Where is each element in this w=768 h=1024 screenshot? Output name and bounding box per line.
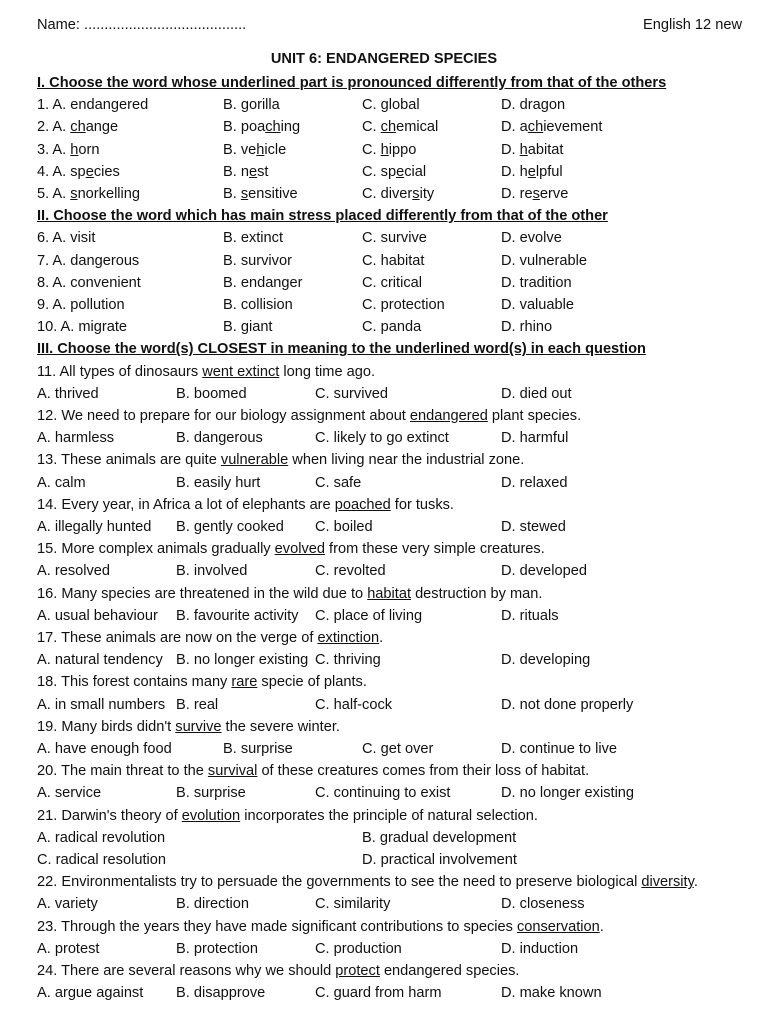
option-text: D. not done properly	[501, 696, 634, 713]
option-text: lobal	[388, 97, 420, 114]
question-stem	[37, 917, 744, 937]
underlined-sound: h	[380, 141, 389, 158]
option-text: C. similarity	[315, 896, 391, 913]
answer-option	[223, 739, 293, 759]
answer-option	[362, 162, 426, 182]
answer-option	[37, 473, 86, 493]
stem-text: from these very simple creatures.	[324, 541, 545, 558]
option-text: cial	[404, 163, 427, 180]
answer-option	[315, 384, 388, 404]
option-text: emical	[396, 119, 439, 136]
answer-option	[501, 739, 617, 759]
underlined-phrase: evolved	[274, 541, 325, 558]
option-text: C. habitat	[362, 252, 425, 269]
unit-title: UNIT 6: ENDANGERED SPECIES	[270, 51, 498, 67]
option-text: D. evolve	[501, 230, 562, 247]
answer-option	[315, 695, 392, 715]
option-text: erve	[539, 186, 569, 202]
option-text: B. survivor	[223, 252, 292, 269]
option-text: A. in small numbers	[37, 696, 166, 713]
option-text: ing	[280, 119, 301, 136]
answer-option	[315, 428, 449, 448]
stem-text: 23. Through the years they have made significant contributions to species	[37, 918, 517, 935]
option-text: D. induction	[501, 940, 579, 957]
answer-option	[501, 894, 585, 914]
underlined-sound: h	[256, 141, 265, 158]
option-text: A. service	[37, 785, 102, 802]
answer-option	[223, 162, 268, 182]
answer-option	[37, 850, 166, 870]
underlined-phrase: poached	[334, 496, 391, 513]
option-text: 10. A. migrate	[37, 319, 128, 336]
underlined-sound: s	[240, 186, 249, 202]
question-stem	[37, 717, 744, 737]
stem-text: 16. Many species are threatened in the wild due to	[37, 585, 368, 602]
answer-option	[362, 739, 433, 759]
answer-option	[176, 695, 218, 715]
option-text: 4. A. sp	[37, 163, 86, 180]
answer-option	[501, 95, 565, 115]
underlined-phrase: survival	[207, 763, 258, 780]
answer-option	[362, 828, 516, 848]
answer-option	[223, 140, 286, 160]
answer-option	[176, 983, 265, 1003]
answer-option	[315, 517, 373, 537]
answer-option	[501, 983, 602, 1003]
option-text: D. rhino	[501, 319, 553, 336]
underlined-sound: ch	[380, 119, 397, 136]
question-stem	[37, 806, 744, 826]
answer-option	[501, 162, 563, 182]
stem-text: destruction by man.	[411, 585, 543, 602]
option-text: C. survive	[362, 230, 427, 247]
answer-option	[315, 561, 386, 581]
answer-option	[362, 117, 438, 137]
answer-option	[362, 228, 427, 248]
stem-text: 13. These animals are quite	[37, 452, 221, 469]
answer-option	[315, 983, 442, 1003]
option-text: B.	[223, 97, 241, 114]
underlined-sound: s	[70, 186, 78, 202]
answer-option	[315, 939, 402, 959]
option-text: B. no longer existing	[176, 652, 309, 669]
stem-text: 17. These animals are now on the verge of	[37, 630, 318, 646]
option-text: D. harmful	[501, 430, 569, 447]
answer-option	[223, 184, 298, 204]
option-text: B. favourite activity	[176, 607, 299, 624]
option-text: C. thriving	[315, 652, 381, 669]
answer-option	[223, 273, 303, 293]
option-text: D. a	[501, 119, 528, 136]
answer-option	[176, 517, 284, 537]
answer-option	[176, 939, 258, 959]
stem-text: endangered species.	[379, 963, 520, 979]
answer-option	[37, 517, 151, 537]
stem-text: 18. This forest contains many	[37, 674, 232, 691]
option-text: A. illegally hunted	[37, 519, 152, 535]
option-text: C. survived	[315, 385, 388, 402]
option-text: C. safe	[315, 474, 362, 491]
option-text: A. argue against	[37, 985, 144, 1002]
option-text: A. usual behaviour	[37, 607, 158, 624]
option-text: B. n	[223, 163, 249, 180]
option-text: abitat	[527, 141, 564, 158]
option-text: B. disapprove	[176, 985, 266, 1002]
stem-text: plant species.	[487, 408, 582, 424]
option-text: D. tradition	[501, 274, 572, 291]
answer-option	[501, 939, 578, 959]
option-text: 8. A. convenient	[37, 274, 141, 291]
answer-option	[37, 384, 99, 404]
option-text: D. h	[501, 163, 528, 180]
option-text: D. continue to live	[501, 741, 618, 757]
option-text: 9. A. pollution	[37, 297, 125, 313]
underlined-phrase: went extinct	[202, 363, 280, 380]
underlined-sound: s	[532, 186, 540, 202]
option-text: 7. A. dangerous	[37, 252, 140, 269]
option-text: C. guard from harm	[315, 985, 442, 1002]
underlined-sound: ch	[70, 119, 86, 136]
question-stem	[37, 584, 744, 604]
answer-option	[223, 317, 273, 337]
answer-option	[37, 273, 141, 293]
answer-option	[362, 273, 422, 293]
underlined-sound: h	[70, 141, 79, 158]
answer-option	[315, 650, 381, 670]
option-text: B. endanger	[223, 274, 303, 291]
answer-option	[37, 695, 165, 715]
option-text: A. radical revolution	[37, 829, 166, 846]
underlined-sound: e	[396, 163, 405, 180]
answer-option	[501, 228, 562, 248]
option-text: on	[548, 97, 566, 114]
option-text: 5. A.	[37, 186, 71, 202]
option-text: D. dra	[501, 97, 541, 114]
stem-text: .	[599, 918, 604, 935]
option-text: D. died out	[501, 385, 572, 402]
option-text: ievement	[543, 119, 603, 136]
section-heading-text: I. Choose the word whose underlined part is pronounced differently from that of the others	[37, 75, 667, 91]
answer-option	[501, 140, 563, 160]
underlined-sound: g	[110, 97, 119, 114]
option-text: B. giant	[223, 319, 273, 336]
answer-option	[223, 117, 300, 137]
stem-text: when living near the industrial zone.	[288, 452, 525, 469]
option-text: ered	[118, 97, 149, 114]
answer-option	[501, 606, 559, 626]
section-heading-2	[37, 206, 744, 226]
answer-option	[315, 473, 361, 493]
answer-option	[362, 295, 445, 315]
answer-option	[501, 561, 587, 581]
underlined-phrase: habitat	[367, 585, 412, 602]
option-text: D. rituals	[501, 607, 559, 624]
name-field-label: Name: ........................................	[37, 17, 247, 33]
stem-text: incorporates the principle of natural selection.	[240, 807, 538, 824]
underlined-sound: e	[85, 163, 94, 180]
answer-option	[223, 228, 283, 248]
answer-option	[37, 561, 110, 581]
answer-option	[37, 428, 114, 448]
underlined-phrase: conservation	[516, 918, 600, 935]
option-text: D. make known	[501, 985, 602, 1002]
stem-text: 24. There are several reasons why we should	[37, 963, 336, 979]
answer-option	[501, 184, 568, 204]
answer-option	[37, 317, 127, 337]
answer-option	[37, 95, 148, 115]
stem-text: 22. Environmentalists try to persuade the governments to see the need to preserve biological	[37, 874, 642, 891]
answer-option	[37, 783, 101, 803]
answer-option	[176, 650, 308, 670]
question-stem	[37, 362, 744, 382]
option-text: D. developing	[501, 652, 591, 669]
option-text: B. protection	[176, 940, 258, 957]
answer-option	[37, 606, 158, 626]
option-text: lpful	[535, 163, 563, 180]
option-text: ippo	[388, 141, 417, 158]
option-text: 1. A. endan	[37, 97, 111, 114]
answer-option	[501, 251, 587, 271]
section-heading-text: II. Choose the word which has main stress placed differently from that of the other	[37, 208, 608, 225]
answer-option	[37, 894, 98, 914]
answer-option	[501, 117, 602, 137]
stem-text: long time ago.	[279, 363, 376, 380]
option-text: C. critical	[362, 274, 422, 291]
stem-text: .	[693, 874, 698, 891]
option-text: C. get over	[362, 741, 434, 757]
option-text: B. dangerous	[176, 430, 263, 447]
answer-option	[362, 95, 420, 115]
underlined-sound: g	[240, 97, 249, 114]
answer-option	[362, 251, 424, 271]
option-text: C. protection	[362, 297, 445, 313]
answer-option	[501, 273, 572, 293]
option-text: C. production	[315, 940, 402, 957]
question-stem	[37, 872, 744, 892]
underlined-phrase: protect	[335, 963, 380, 979]
option-text: B. involved	[176, 563, 248, 580]
question-stem	[37, 450, 744, 470]
option-text: D. valuable	[501, 297, 575, 313]
option-text: D. closeness	[501, 896, 585, 913]
option-text: B. easily hurt	[176, 474, 261, 491]
option-text: C. half-cock	[315, 696, 393, 713]
section-heading-1	[37, 73, 744, 93]
question-stem	[37, 961, 744, 981]
option-text: D. no longer existing	[501, 785, 635, 802]
answer-option	[501, 695, 633, 715]
answer-option	[37, 162, 120, 182]
answer-option	[176, 783, 246, 803]
option-text: C. panda	[362, 319, 422, 336]
underlined-sound: g	[380, 97, 389, 114]
answer-option	[315, 606, 422, 626]
option-text: D. vulnerable	[501, 252, 587, 269]
answer-option	[501, 473, 568, 493]
option-text: C. sp	[362, 163, 397, 180]
option-text: A. resolved	[37, 563, 111, 580]
underlined-phrase: evolution	[181, 807, 241, 824]
answer-option	[223, 251, 292, 271]
option-text: ensitive	[248, 186, 298, 202]
answer-option	[176, 473, 260, 493]
option-text: 6. A. visit	[37, 230, 96, 247]
option-text: D. stewed	[501, 519, 566, 535]
option-text: C. likely to go extinct	[315, 430, 449, 447]
option-text: C. continuing to exist	[315, 785, 451, 802]
option-text: B. ve	[223, 141, 257, 158]
option-text: A. thrived	[37, 385, 99, 402]
option-text: A. calm	[37, 474, 86, 491]
option-text: D. relaxed	[501, 474, 568, 491]
stem-text: 15. More complex animals gradually	[37, 541, 275, 558]
stem-text: .	[379, 630, 384, 646]
section-heading-3	[37, 339, 744, 359]
underlined-sound: e	[527, 163, 536, 180]
stem-text: the severe winter.	[221, 718, 340, 735]
answer-option	[362, 184, 434, 204]
option-text: C. radical resolution	[37, 852, 166, 868]
stem-text: 12. We need to prepare for our biology assignment about	[37, 408, 410, 424]
answer-option	[315, 894, 390, 914]
underlined-phrase: survive	[175, 718, 222, 735]
option-text: B. boomed	[176, 385, 247, 402]
answer-option	[501, 783, 634, 803]
answer-option	[362, 140, 416, 160]
stem-text: of these creatures comes from their loss of habitat.	[257, 763, 590, 780]
underlined-phrase: vulnerable	[220, 452, 289, 469]
option-text: ange	[85, 119, 119, 136]
underlined-sound: e	[248, 163, 258, 180]
underlined-sound: ch	[265, 119, 281, 136]
answer-option	[362, 850, 517, 870]
answer-option	[37, 650, 163, 670]
option-text: C. revolted	[315, 563, 386, 580]
answer-option	[501, 650, 590, 670]
answer-option	[176, 606, 298, 626]
answer-option	[315, 783, 450, 803]
answer-option	[176, 384, 247, 404]
option-text: C. place of living	[315, 607, 423, 624]
answer-option	[501, 517, 566, 537]
stem-text: 20. The main threat to the	[37, 763, 208, 780]
answer-option	[37, 739, 172, 759]
course-label: English 12 new	[643, 17, 742, 33]
option-text: B.	[223, 186, 241, 202]
answer-option	[501, 295, 574, 315]
option-text: orn	[78, 141, 100, 158]
option-text: st	[257, 163, 269, 180]
option-text: C. boiled	[315, 519, 373, 535]
answer-option	[37, 251, 139, 271]
option-text: norkelling	[77, 186, 141, 202]
option-text: B. real	[176, 696, 219, 713]
option-text: B. poa	[223, 119, 266, 136]
answer-option	[37, 140, 99, 160]
option-text: B. extinct	[223, 230, 284, 247]
option-text: cies	[93, 163, 120, 180]
underlined-phrase: endangered	[409, 408, 488, 424]
underlined-sound: s	[412, 186, 420, 202]
option-text: C.	[362, 141, 381, 158]
underlined-phrase: extinction	[317, 630, 380, 646]
answer-option	[37, 295, 125, 315]
option-text: B. surprise	[176, 785, 246, 802]
option-text: B. gently cooked	[176, 519, 284, 535]
answer-option	[37, 117, 118, 137]
option-text: 2. A.	[37, 119, 71, 136]
option-text: C. diver	[362, 186, 413, 202]
option-text: icle	[264, 141, 287, 158]
answer-option	[501, 384, 572, 404]
answer-option	[37, 184, 140, 204]
answer-option	[223, 295, 293, 315]
question-stem	[37, 495, 744, 515]
answer-option	[362, 317, 421, 337]
option-text: B. gradual development	[362, 829, 517, 846]
option-text: A. natural tendency	[37, 652, 163, 669]
stem-text: 19. Many birds didn't	[37, 718, 176, 735]
option-text: A. have enough food	[37, 741, 172, 757]
underlined-phrase: diversity	[641, 874, 694, 891]
stem-text: 11. All types of dinosaurs	[37, 363, 203, 380]
option-text: B. collision	[223, 297, 293, 313]
option-text: B. surprise	[223, 741, 293, 757]
option-text: A. protest	[37, 940, 100, 957]
answer-option	[176, 894, 249, 914]
option-text: D. re	[501, 186, 533, 202]
option-text: orilla	[248, 97, 280, 114]
underlined-sound: h	[519, 141, 528, 158]
option-text: ity	[419, 186, 435, 202]
answer-option	[176, 428, 263, 448]
answer-option	[223, 95, 280, 115]
underlined-sound: g	[540, 97, 549, 114]
stem-text: for tusks.	[390, 496, 454, 513]
question-stem	[37, 672, 744, 692]
answer-option	[37, 228, 95, 248]
underlined-sound: ch	[527, 119, 544, 136]
underlined-phrase: rare	[231, 674, 258, 691]
option-text: B. direction	[176, 896, 250, 913]
stem-text: 14. Every year, in Africa a lot of elephants are	[37, 496, 335, 513]
answer-option	[501, 317, 552, 337]
stem-text: specie of plants.	[257, 674, 367, 691]
stem-text: 21. Darwin's theory of	[37, 807, 182, 824]
answer-option	[37, 983, 143, 1003]
option-text: C.	[362, 97, 381, 114]
answer-option	[501, 428, 568, 448]
answer-option	[37, 828, 165, 848]
question-stem	[37, 761, 744, 781]
option-text: D. practical involvement	[362, 852, 517, 868]
option-text: C.	[362, 119, 381, 136]
option-text: 3. A.	[37, 141, 71, 158]
question-stem	[37, 539, 744, 559]
option-text: D. developed	[501, 563, 588, 580]
section-heading-text: III. Choose the word(s) CLOSEST in meaning to the underlined word(s) in each question	[37, 341, 646, 358]
option-text: D.	[501, 141, 520, 158]
option-text: A. harmless	[37, 430, 115, 447]
answer-option	[37, 939, 99, 959]
question-stem	[37, 628, 744, 648]
question-stem	[37, 406, 744, 426]
answer-option	[176, 561, 247, 581]
option-text: A. variety	[37, 896, 98, 913]
